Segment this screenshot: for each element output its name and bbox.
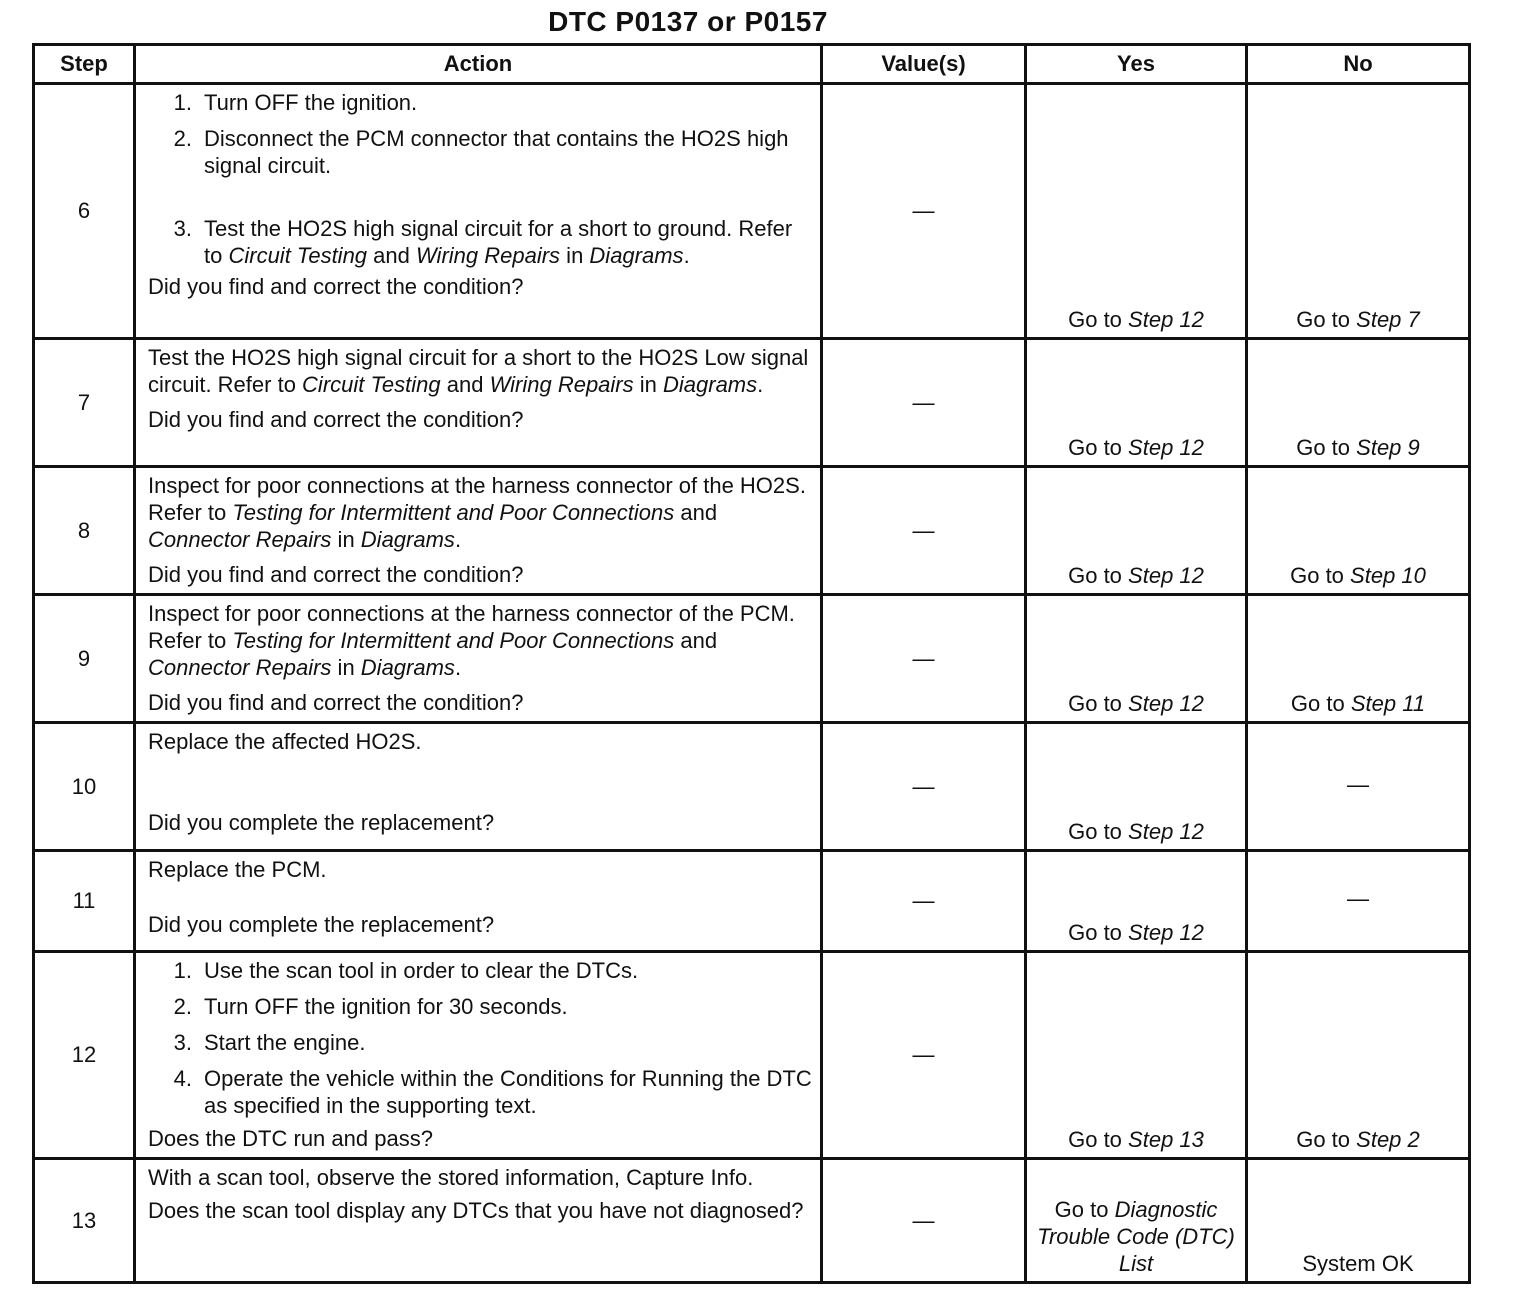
value-cell: — — [822, 467, 1026, 595]
action-text: Test the HO2S high signal circuit for a short to the HO2S Low signal circuit. Refer to Circuit Testing and Wiring Repairs in Diagrams. — [148, 345, 809, 397]
list-item — [148, 89, 812, 116]
value-cell: — — [822, 723, 1026, 851]
list-item — [148, 957, 812, 984]
item-number: 3. — [173, 216, 192, 241]
value-cell: — — [822, 952, 1026, 1159]
value-cell: — — [822, 84, 1026, 339]
table-row — [34, 595, 1470, 723]
yes-cell: Go to Step 12 — [1026, 723, 1247, 851]
action-text: Replace the PCM. — [148, 857, 327, 882]
header-row — [34, 45, 1470, 84]
item-text: Turn OFF the ignition for 30 seconds. — [204, 994, 568, 1019]
no-cell: Go to Step 10 — [1247, 467, 1470, 595]
item-number: 1. — [173, 90, 192, 115]
table-row — [34, 851, 1470, 952]
step-number: 9 — [34, 595, 135, 723]
action-cell — [135, 1159, 822, 1283]
action-question: Does the DTC run and pass? — [148, 1126, 433, 1151]
action-cell — [135, 84, 822, 339]
value-cell: — — [822, 339, 1026, 467]
list-item — [148, 1065, 812, 1119]
action-question: Did you find and correct the condition? — [148, 274, 524, 299]
step-number: 12 — [34, 952, 135, 1159]
action-question: Did you complete the replacement? — [148, 810, 495, 835]
yes-cell: Go to Step 12 — [1026, 851, 1247, 952]
value-cell: — — [822, 595, 1026, 723]
item-number: 3. — [173, 1030, 192, 1055]
action-cell — [135, 467, 822, 595]
item-text: Disconnect the PCM connector that contains the HO2S high signal circuit. — [204, 126, 789, 178]
action-cell — [135, 339, 822, 467]
yes-cell: Go to Step 12 — [1026, 339, 1247, 467]
header-step: Step — [34, 45, 135, 84]
action-text: Inspect for poor connections at the harness connector of the HO2S. Refer to Testing for Intermittent and Poor Connections and Connector Repairs in Diagrams. — [148, 473, 806, 552]
header-action: Action — [135, 45, 822, 84]
table-row — [34, 1159, 1470, 1283]
action-question: Did you find and correct the condition? — [148, 407, 524, 432]
action-cell — [135, 851, 822, 952]
action-list — [148, 89, 812, 269]
item-text: Use the scan tool in order to clear the DTCs. — [204, 958, 639, 983]
no-cell: Go to Step 2 — [1247, 952, 1470, 1159]
header-values: Value(s) — [822, 45, 1026, 84]
action-list — [148, 957, 812, 1119]
item-text: Turn OFF the ignition. — [204, 90, 418, 115]
yes-cell: Go to Step 13 — [1026, 952, 1247, 1159]
step-number: 10 — [34, 723, 135, 851]
yes-cell: Go to Diagnostic Trouble Code (DTC) List — [1026, 1159, 1247, 1283]
step-number: 11 — [34, 851, 135, 952]
item-number: 2. — [173, 994, 192, 1019]
yes-cell: Go to Step 12 — [1026, 467, 1247, 595]
no-cell: — — [1247, 851, 1470, 952]
list-item — [148, 125, 812, 179]
action-text: Inspect for poor connections at the harness connector of the PCM. Refer to Testing for Intermittent and Poor Connections and Connector Repairs in Diagrams. — [148, 601, 795, 680]
item-number: 4. — [173, 1066, 192, 1091]
table-row — [34, 952, 1470, 1159]
no-cell: System OK — [1247, 1159, 1470, 1283]
no-cell: — — [1247, 723, 1470, 851]
table-row — [34, 339, 1470, 467]
step-number: 13 — [34, 1159, 135, 1283]
table-row — [34, 723, 1470, 851]
table-row — [34, 467, 1470, 595]
action-question: Did you find and correct the condition? — [148, 690, 524, 715]
list-item — [148, 1029, 812, 1056]
yes-cell: Go to Step 12 — [1026, 84, 1247, 339]
action-text: With a scan tool, observe the stored information, Capture Info. — [148, 1165, 754, 1190]
action-cell — [135, 723, 822, 851]
step-number: 7 — [34, 339, 135, 467]
header-no: No — [1247, 45, 1470, 84]
value-cell: — — [822, 1159, 1026, 1283]
dtc-table — [32, 43, 1471, 1284]
table-title: DTC P0137 or P0157 — [548, 6, 828, 37]
list-item — [148, 993, 812, 1020]
item-text: Start the engine. — [204, 1030, 366, 1055]
no-cell: Go to Step 11 — [1247, 595, 1470, 723]
table-row — [34, 84, 1470, 339]
step-number: 6 — [34, 84, 135, 339]
item-number: 1. — [173, 958, 192, 983]
action-question: Did you find and correct the condition? — [148, 562, 524, 587]
value-cell: — — [822, 851, 1026, 952]
yes-cell: Go to Step 12 — [1026, 595, 1247, 723]
step-number: 8 — [34, 467, 135, 595]
no-cell: Go to Step 9 — [1247, 339, 1470, 467]
item-number: 2. — [173, 126, 192, 151]
no-cell: Go to Step 7 — [1247, 84, 1470, 339]
action-question: Did you complete the replacement? — [148, 912, 495, 937]
item-text: Operate the vehicle within the Conditions for Running the DTC as specified in the supporting text. — [204, 1066, 812, 1118]
item-text: Test the HO2S high signal circuit for a short to ground. Refer to Circuit Testing and Wiring Repairs in Diagrams. — [204, 216, 793, 268]
header-yes: Yes — [1026, 45, 1247, 84]
action-question: Does the scan tool display any DTCs that you have not diagnosed? — [148, 1198, 804, 1223]
action-cell — [135, 595, 822, 723]
action-cell — [135, 952, 822, 1159]
list-item — [148, 215, 812, 269]
action-text: Replace the affected HO2S. — [148, 729, 422, 754]
